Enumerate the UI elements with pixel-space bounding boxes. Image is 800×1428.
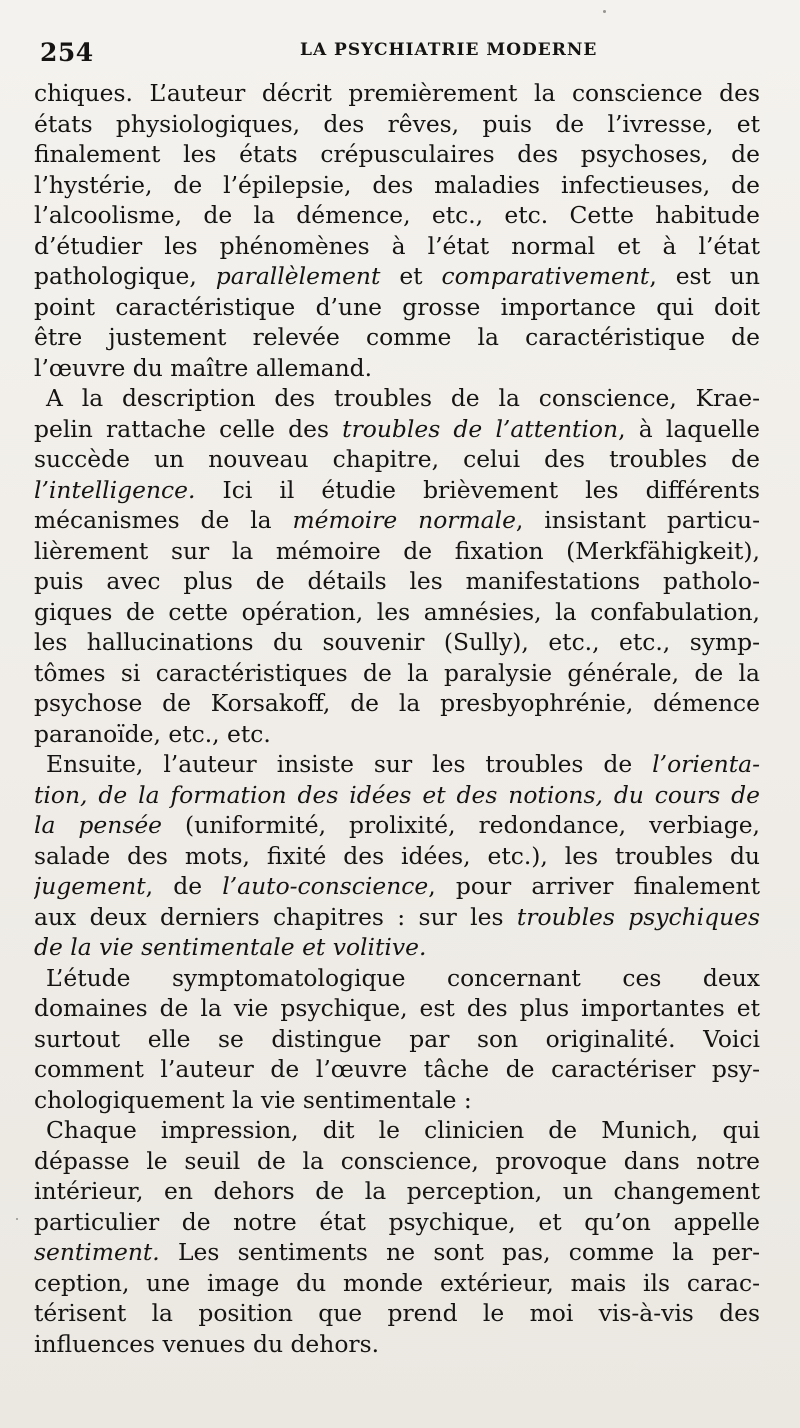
text-run: , de: [145, 872, 223, 900]
text-line: [34, 322, 760, 353]
text-run: psychose de Korsakoff, de la presbyophrénie, démence: [34, 689, 760, 717]
text-line: [34, 536, 760, 567]
text-run: puis avec plus de détails les manifestations patholo-: [34, 567, 760, 595]
text-run: succède un nouveau chapitre, celui des troubles de: [34, 445, 760, 473]
text-run: L’étude symptomatologique concernant ces deux: [46, 963, 760, 992]
text-run: les hallucinations du souvenir (Sully), etc., etc., symp-: [34, 628, 760, 656]
text-run: Chaque impression, dit le clinicien de Munich, qui: [46, 1116, 760, 1144]
text-line: [34, 414, 760, 445]
text-line: [34, 1024, 760, 1055]
text-line: [34, 231, 760, 262]
text-line: [34, 1329, 760, 1360]
italic-text-run: l’intelligence.: [34, 475, 196, 504]
text-run: aux deux derniers chapitres : sur les: [34, 902, 517, 931]
text-run: chiques. L’auteur décrit premièrement la conscience des: [34, 79, 760, 107]
text-run: , à laquelle: [618, 414, 760, 443]
text-line: [34, 1085, 760, 1116]
running-title: LA PSYCHIATRIE MODERNE: [300, 40, 598, 60]
text-line: [34, 658, 760, 689]
text-line: [34, 444, 760, 475]
italic-text-run: l’orienta-: [652, 750, 760, 778]
text-run: giques de cette opération, les amnésies, la confabulation,: [34, 597, 760, 626]
text-line: [34, 78, 760, 109]
text-run: tômes si caractéristiques de la paralysie générale, de la: [34, 658, 760, 687]
text-line: [34, 597, 760, 628]
text-run: influences venues du dehors.: [34, 1329, 380, 1358]
text-line: [34, 688, 760, 719]
text-line: [34, 627, 760, 658]
text-run: l’alcoolisme, de la démence, etc., etc. Cette habitude: [34, 201, 760, 229]
italic-text-run: l’auto-conscience: [222, 872, 429, 900]
text-line: [34, 139, 760, 170]
text-run: d’étudier les phénomènes à l’état normal et à l’état: [34, 231, 760, 260]
text-run: comment l’auteur de l’œuvre tâche de caractériser psy-: [34, 1055, 760, 1083]
text-run: ception, une image du monde extérieur, mais ils carac-: [34, 1268, 760, 1297]
text-line: [34, 871, 760, 902]
paper-speck: [603, 10, 606, 13]
text-run: salade des mots, fixité des idées, etc.), les troubles du: [34, 841, 760, 870]
text-line: [34, 109, 760, 140]
italic-text-run: sentiment.: [34, 1238, 160, 1266]
page-number: 254: [40, 38, 94, 67]
italic-text-run: la pensée: [34, 811, 163, 839]
text-run: particulier de notre état psychique, et qu’on appelle: [34, 1207, 760, 1236]
text-run: A la description des troubles de la conscience, Krae-: [46, 384, 760, 412]
italic-text-run: comparativement: [441, 262, 650, 290]
text-line: [34, 719, 760, 750]
italic-text-run: jugement: [34, 872, 146, 900]
body-text: [34, 78, 760, 1359]
text-line: [34, 902, 760, 933]
text-run: , insistant particu-: [515, 506, 760, 534]
text-run: (uniformité, prolixité, redondance, verbiage,: [162, 811, 760, 839]
text-line: [34, 1115, 760, 1146]
text-run: chologiquement la vie sentimentale :: [34, 1085, 472, 1114]
text-run: pathologique,: [34, 262, 216, 290]
text-run: domaines de la vie psychique, est des plus importantes et: [34, 994, 760, 1022]
italic-text-run: troubles de l’attention: [342, 414, 619, 443]
text-line: [34, 566, 760, 597]
text-run: l’œuvre du maître allemand.: [34, 353, 373, 382]
text-line: [34, 1146, 760, 1177]
italic-text-run: mémoire normale: [292, 506, 516, 534]
text-run: finalement les états crépusculaires des psychoses, de: [34, 140, 760, 168]
text-line: [34, 1237, 760, 1268]
italic-text-run: parallèlement: [215, 262, 381, 290]
paper-speck: [16, 1218, 18, 1220]
text-run: intérieur, en dehors de la perception, un changement: [34, 1177, 760, 1205]
text-line: [34, 963, 760, 994]
text-line: [34, 1207, 760, 1238]
text-run: point caractéristique d’une grosse importance qui doit: [34, 292, 760, 321]
italic-text-run: troubles psychiques: [516, 902, 760, 931]
text-line: [34, 383, 760, 414]
text-run: l’hystérie, de l’épilepsie, des maladies infectieuses, de: [34, 170, 760, 199]
text-run: , est un: [649, 262, 760, 290]
italic-text-run: de la vie sentimentale et volitive.: [34, 933, 427, 961]
italic-text-run: tion, de la formation des idées et des notions, du cours de: [34, 780, 760, 809]
text-run: dépasse le seuil de la conscience, provoque dans notre: [34, 1146, 760, 1175]
text-run: et: [380, 262, 442, 290]
text-line: [34, 810, 760, 841]
text-run: lièrement sur la mémoire de fixation (Merkfähigkeit),: [34, 536, 760, 565]
text-line: [34, 200, 760, 231]
text-run: être justement relevée comme la caractéristique de: [34, 323, 760, 351]
text-line: [34, 993, 760, 1024]
text-line: [34, 292, 760, 323]
text-run: Ici il étudie brièvement les différents: [195, 475, 760, 504]
text-line: [34, 261, 760, 292]
text-run: états physiologiques, des rêves, puis de l’ivresse, et: [34, 109, 760, 138]
text-run: Les sentiments ne sont pas, comme la per-: [159, 1238, 760, 1266]
text-line: [34, 505, 760, 536]
text-line: [34, 841, 760, 872]
text-run: pelin rattache celle des: [34, 414, 343, 443]
text-line: [34, 932, 760, 963]
text-line: [34, 353, 760, 384]
text-line: [34, 475, 760, 506]
text-line: [34, 1298, 760, 1329]
text-line: [34, 749, 760, 780]
text-run: paranoïde, etc., etc.: [34, 719, 271, 748]
text-run: Ensuite, l’auteur insiste sur les troubles de: [46, 750, 653, 778]
text-run: térisent la position que prend le moi vis-à-vis des: [34, 1299, 760, 1327]
page-header: [40, 38, 760, 67]
text-line: [34, 1268, 760, 1299]
text-run: , pour arriver finalement: [428, 872, 760, 900]
text-line: [34, 170, 760, 201]
text-run: mécanismes de la: [34, 506, 293, 534]
text-line: [34, 1176, 760, 1207]
text-line: [34, 1054, 760, 1085]
text-line: [34, 780, 760, 811]
text-run: surtout elle se distingue par son originalité. Voici: [34, 1024, 760, 1053]
